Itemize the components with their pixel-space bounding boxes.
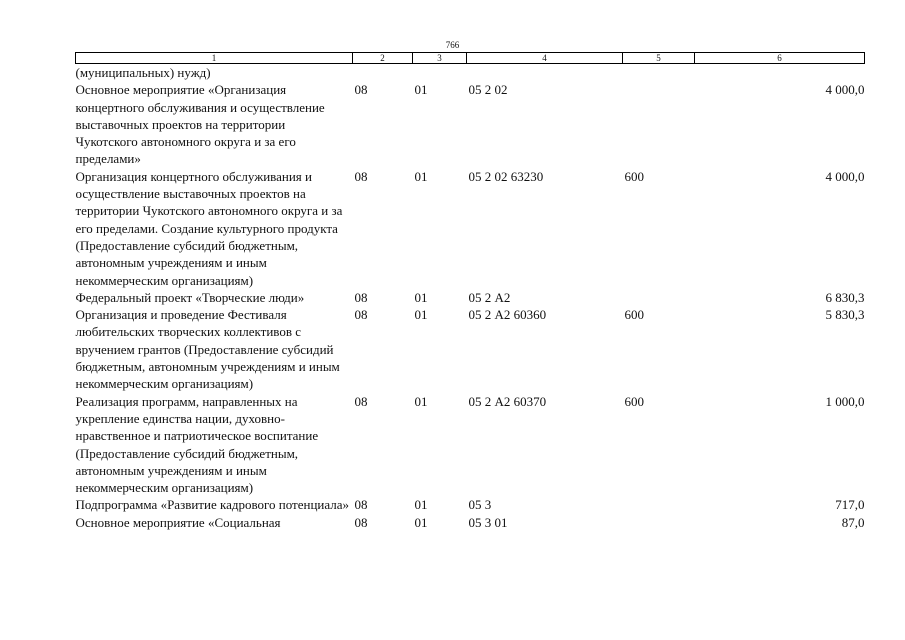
section-code: 08 bbox=[354, 514, 368, 530]
section-code: 08 bbox=[354, 497, 368, 513]
expense-type-code bbox=[623, 289, 695, 306]
section-code: 08 bbox=[354, 307, 368, 323]
subsection-code: 01 bbox=[414, 393, 428, 409]
amount-value: 6 830,3 bbox=[825, 289, 865, 305]
budget-table bbox=[75, 52, 865, 531]
table-row bbox=[76, 514, 865, 531]
section-code: 08 bbox=[354, 168, 368, 184]
table-row bbox=[76, 496, 865, 513]
expense-type-code: 600 bbox=[624, 393, 644, 409]
item-name: Федеральный проект «Творческие люди» bbox=[75, 289, 305, 305]
header-row bbox=[76, 53, 865, 64]
amount-value: 4 000,0 bbox=[825, 82, 865, 98]
table-row bbox=[76, 393, 865, 497]
item-name: Основное мероприятие «Социальная bbox=[75, 514, 281, 530]
expense-type-code: 600 bbox=[624, 168, 644, 184]
item-name: Основное мероприятие «Организация концертного обслуживания и осуществление выставочных проектов на территории Чукотского автономного округа и за его пределами» bbox=[75, 82, 325, 167]
subsection-code: 01 bbox=[414, 307, 428, 323]
expense-type-code bbox=[623, 81, 695, 167]
table-row bbox=[76, 306, 865, 392]
item-name: (муниципальных) нужд) bbox=[75, 65, 211, 80]
amount-value: 5 830,3 bbox=[825, 307, 865, 323]
subsection-code: 01 bbox=[414, 168, 428, 184]
expense-type-code: 600 bbox=[624, 307, 644, 323]
target-article-code: 05 2 А2 bbox=[468, 289, 511, 305]
table-row bbox=[76, 289, 865, 306]
target-article-code: 05 3 bbox=[468, 497, 492, 513]
subsection-code: 01 bbox=[414, 497, 428, 513]
table-body bbox=[76, 64, 865, 532]
amount-value: 1 000,0 bbox=[825, 393, 865, 409]
section-code bbox=[353, 64, 413, 82]
subsection-code: 01 bbox=[414, 82, 428, 98]
amount-value bbox=[695, 64, 865, 82]
section-code: 08 bbox=[354, 289, 368, 305]
item-name: Организация и проведение Фестиваля любительских творческих коллективов с вручением грантов (Предоставление субсидий бюджетным, автономным учреждениям и иным некоммерческим организациям) bbox=[75, 307, 340, 392]
amount-value: 87,0 bbox=[841, 514, 865, 530]
column-number-6: 6 bbox=[695, 53, 865, 64]
table-row bbox=[76, 168, 865, 289]
column-number-header bbox=[76, 53, 865, 64]
target-article-code: 05 2 А2 60370 bbox=[468, 393, 547, 409]
target-article-code: 05 2 02 63230 bbox=[468, 168, 544, 184]
subsection-code: 01 bbox=[414, 289, 428, 305]
target-article-code: 05 3 01 bbox=[468, 514, 508, 530]
column-number-2: 2 bbox=[353, 53, 413, 64]
target-article-code: 05 2 А2 60360 bbox=[468, 307, 547, 323]
column-number-5: 5 bbox=[623, 53, 695, 64]
column-number-1: 1 bbox=[76, 53, 353, 64]
column-number-4: 4 bbox=[467, 53, 623, 64]
amount-value: 4 000,0 bbox=[825, 168, 865, 184]
item-name: Реализация программ, направленных на укрепление единства нации, духовно-нравственное и патриотическое воспитание (Предоставление субсидий бюджетным, автономным учреждениям и иным некоммерческим организациям) bbox=[75, 393, 319, 496]
subsection-code bbox=[413, 64, 467, 82]
section-code: 08 bbox=[354, 393, 368, 409]
item-name: Организация концертного обслуживания и осуществление выставочных проектов на территории Чукотского автономного округа и за его пределами. Создание культурного продукта (Предоставление субсидий бюджетным, автономным учреждениям и иным некоммерческим организациям) bbox=[75, 168, 343, 288]
table-row bbox=[76, 81, 865, 167]
item-name: Подпрограмма «Развитие кадрового потенциала» bbox=[75, 497, 350, 513]
subsection-code: 01 bbox=[414, 514, 428, 530]
column-number-3: 3 bbox=[413, 53, 467, 64]
target-article-code: 05 2 02 bbox=[468, 82, 508, 98]
table-row bbox=[76, 64, 865, 82]
section-code: 08 bbox=[354, 82, 368, 98]
expense-type-code bbox=[623, 496, 695, 513]
target-article-code bbox=[467, 64, 623, 82]
expense-type-code bbox=[623, 514, 695, 531]
amount-value: 717,0 bbox=[835, 497, 865, 513]
page-number: 766 bbox=[445, 40, 460, 50]
expense-type-code bbox=[623, 64, 695, 82]
